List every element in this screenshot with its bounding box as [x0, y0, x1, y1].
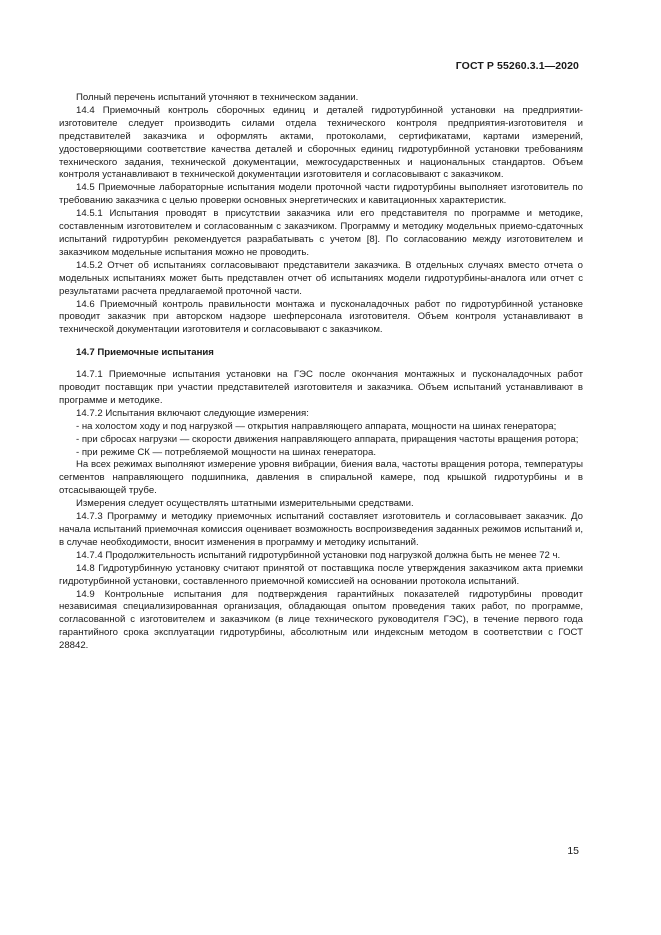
document-body — [59, 92, 583, 653]
section-heading: 14.7 Приемочные испытания — [76, 347, 214, 359]
paragraph: 14.7.3 Программу и методику приемочных испытаний составляет изготовитель и согласовывает заказчик. До начала испытаний приемочная комиссия оценивает возможность воспроизведения заданных режимов испытаний и, в случае необходимости, вносит изменения в программу и методику испытаний. — [59, 511, 583, 548]
paragraph: 14.7.2 Испытания включают следующие измерения: — [76, 407, 309, 419]
list-item: - при сбросах нагрузки — скорости движения направляющего аппарата, приращения частоты вращения ротора; — [76, 433, 579, 445]
list-item: - на холостом ходу и под нагрузкой — открытия направляющего аппарата, мощности на шинах генератора; — [76, 420, 557, 432]
paragraph: 14.7.4 Продолжительность испытаний гидротурбинной установки под нагрузкой должна быть не менее 72 ч. — [76, 549, 561, 561]
paragraph: 14.6 Приемочный контроль правильности монтажа и пусконаладочных работ по гидротурбинной установке проводит заказчик при авторском надзоре шефперсонала изготовителя. Объем контроля устанавливают в технической документации изготовителя и согласовывают с заказчиком. — [59, 298, 583, 336]
paragraph: На всех режимах выполняют измерение уровня вибрации, биения вала, частоты вращения ротора, температуры сегментов направляющего подшипника, давления в спиральной камере, под крышкой гидротурбины и в отсасывающей трубе. — [59, 459, 583, 497]
paragraph: 14.5 Приемочные лабораторные испытания модели проточной части гидротурбины выполняет изготовитель по требованию заказчика с целью проверки основных энергетических и кавитационных характеристик. — [59, 182, 583, 207]
paragraph: 14.8 Гидротурбинную установку считают принятой от поставщика после утверждения заказчиком акта приемки гидротурбинной установки, составленного приемочной комиссией на основании протокола испытаний. — [59, 562, 583, 587]
paragraph: Полный перечень испытаний уточняют в техническом задании. — [76, 92, 359, 103]
page-number: 15 — [567, 845, 579, 857]
paragraph: Измерения следует осуществлять штатными измерительными средствами. — [76, 498, 414, 510]
paragraph: 14.5.1 Испытания проводят в присутствии заказчика или его представителя по программе и методике, составленным изготовителем и согласованным с заказчиком. Программу и методику модельных приемо-сдаточных испытаний гидротурбин рекомендуется разрабатывать с учетом [8]. По согласованию между изготовителем и заказчиком модельные испытания можно не проводить. — [59, 208, 583, 258]
paragraph: 14.5.2 Отчет об испытаниях согласовывают представители заказчика. В отдельных случаях вместо отчета о модельных испытаниях может быть представлен отчет об испытаниях модели гидротурбины-аналога или отчет с результатами расчета предлагаемой проточной части. — [59, 259, 583, 297]
paragraph: 14.7.1 Приемочные испытания установки на ГЭС после окончания монтажных и пусконаладочных работ проводит поставщик при участии представителей изготовителя и заказчика. Объем испытаний устанавливают в программе и методике. — [59, 369, 583, 406]
paragraph: 14.9 Контрольные испытания для подтверждения гарантийных показателей гидротурбины проводит независимая специализированная организация, обладающая опытом проведения таких работ, по программе, согласованной с изготовителем и заказчиком (в лице технического руководителя ГЭС), в течение первого года гарантийного срока эксплуатации гидротурбины, абсолютным или индексным методом в соответствии с ГОСТ 28842. — [59, 588, 583, 652]
document-header: ГОСТ Р 55260.3.1—2020 — [455, 60, 579, 72]
paragraph: 14.4 Приемочный контроль сборочных единиц и деталей гидротурбинной установки на предприятии-изготовителе следует производить силами отдела технического контроля предприятия-изготовителя и представителей заказчика и оформлять актами, протоколами, сертификатами, картами измерений, удостоверяющими соответствие качества деталей и сборочных единиц гидротурбинной установки требованиям технического задания, технической документации, межгосударственных и национальных стандартов. Объем контроля устанавливают в технической документации изготовителя и согласовывают с заказчиком. — [59, 104, 583, 181]
list-item: - при режиме СК — потребляемой мощности на шинах генератора. — [76, 446, 377, 458]
